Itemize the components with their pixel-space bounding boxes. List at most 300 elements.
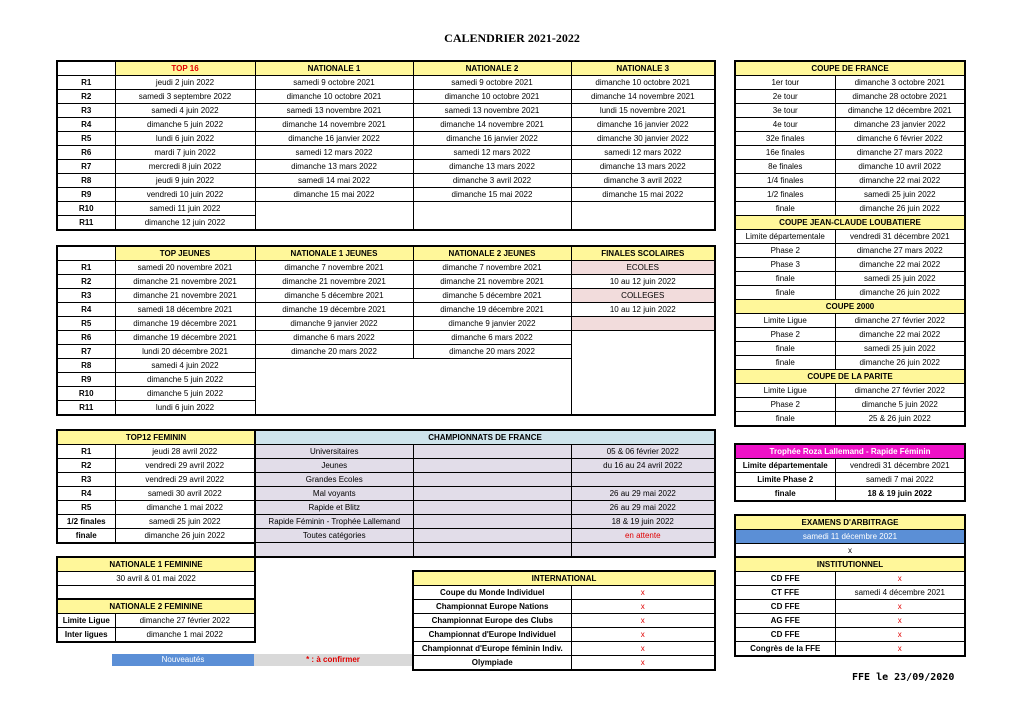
date-cell: samedi 25 juin 2022 [835, 272, 965, 286]
table-row [57, 572, 255, 586]
round-label: R7 [57, 345, 115, 359]
date-cell: samedi 11 décembre 2021 [735, 530, 965, 544]
date-cell: dimanche 9 janvier 2022 [413, 317, 571, 331]
empty-cell [255, 202, 413, 231]
date-cell: dimanche 5 décembre 2021 [255, 289, 413, 303]
table-row [255, 473, 715, 487]
event-label: Olympiade [413, 656, 571, 671]
table-header-row [57, 61, 715, 76]
table-header-row [57, 430, 255, 445]
table-header-row [735, 444, 965, 459]
table-row [57, 501, 255, 515]
table-row [735, 412, 965, 427]
date-cell: dimanche 14 novembre 2021 [255, 118, 413, 132]
date-cell: samedi 12 mars 2022 [413, 146, 571, 160]
date-cell: samedi 25 juin 2022 [835, 188, 965, 202]
status-mark: x [571, 656, 715, 671]
header-cell: NATIONALE 3 [571, 61, 715, 76]
round-label: finale [735, 342, 835, 356]
table-header-row [57, 599, 255, 614]
table-row [255, 543, 715, 558]
date-cell: dimanche 22 mai 2022 [835, 328, 965, 342]
nationale2-feminine-table [56, 598, 256, 643]
round-label: 1/2 finales [57, 515, 115, 529]
round-label: Phase 2 [735, 398, 835, 412]
empty-cell [571, 202, 715, 231]
round-label: R10 [57, 387, 115, 401]
row-label: CD FFE [735, 628, 835, 642]
event-label: Championnat d'Europe féminin Indiv. [413, 642, 571, 656]
date-cell: samedi 13 novembre 2021 [413, 104, 571, 118]
date-cell: dimanche 10 avril 2022 [835, 160, 965, 174]
table-row [57, 529, 255, 544]
date-cell: samedi 7 mai 2022 [835, 473, 965, 487]
round-label: Phase 2 [735, 244, 835, 258]
round-label: finale [735, 356, 835, 370]
date-cell: mardi 7 juin 2022 [115, 146, 255, 160]
date-cell: dimanche 20 mars 2022 [255, 345, 413, 359]
table-row [735, 90, 965, 104]
status-mark: x [571, 600, 715, 614]
status-mark: x [571, 628, 715, 642]
round-label: R1 [57, 261, 115, 275]
event-label: Championnat d'Europe Individuel [413, 628, 571, 642]
date-cell: jeudi 2 juin 2022 [115, 76, 255, 90]
date-cell: dimanche 10 octobre 2021 [255, 90, 413, 104]
date-cell: dimanche 21 novembre 2021 [115, 289, 255, 303]
table-header-row [255, 430, 715, 445]
date-cell: dimanche 19 décembre 2021 [255, 303, 413, 317]
status-mark: x [835, 642, 965, 657]
status-mark: x [835, 572, 965, 586]
table-row [57, 628, 255, 643]
round-label: R1 [57, 445, 115, 459]
date-cell: dimanche 7 novembre 2021 [255, 261, 413, 275]
round-label: R6 [57, 146, 115, 160]
round-label: R3 [57, 104, 115, 118]
date-cell: dimanche 27 mars 2022 [835, 244, 965, 258]
empty-cell [571, 543, 715, 558]
date-cell: dimanche 13 mars 2022 [413, 160, 571, 174]
table-row [57, 118, 715, 132]
round-label: 4e tour [735, 118, 835, 132]
empty-cell [571, 331, 715, 416]
empty-cell [413, 515, 571, 529]
table-row [255, 459, 715, 473]
date-cell: dimanche 16 janvier 2022 [413, 132, 571, 146]
table-row [735, 174, 965, 188]
date-cell: dimanche 12 décembre 2021 [835, 104, 965, 118]
event-label: Rapide et Blitz [255, 501, 413, 515]
date-cell: dimanche 5 décembre 2021 [413, 289, 571, 303]
date-cell: lundi 6 juin 2022 [115, 401, 255, 416]
coupes-table [734, 60, 966, 427]
table-row [57, 174, 715, 188]
date-cell: dimanche 14 novembre 2021 [413, 118, 571, 132]
school-category: ECOLES [571, 261, 715, 275]
date-cell: vendredi 10 juin 2022 [115, 188, 255, 202]
examens-table [734, 514, 966, 559]
date-cell: dimanche 28 octobre 2021 [835, 90, 965, 104]
date-cell: dimanche 19 décembre 2021 [413, 303, 571, 317]
page-title: CALENDRIER 2021-2022 [444, 31, 580, 45]
date-cell: 30 avril & 01 mai 2022 [57, 572, 255, 586]
table-row [255, 529, 715, 543]
date-cell: 05 & 06 février 2022 [571, 445, 715, 459]
round-label: 32e finales [735, 132, 835, 146]
round-label: R5 [57, 132, 115, 146]
date-cell: dimanche 10 octobre 2021 [413, 90, 571, 104]
round-label: Limite départementale [735, 230, 835, 244]
table-row [735, 600, 965, 614]
round-label: R1 [57, 76, 115, 90]
event-label: Universitaires [255, 445, 413, 459]
date-cell: samedi 9 octobre 2021 [413, 76, 571, 90]
date-cell: dimanche 16 janvier 2022 [571, 118, 715, 132]
date-cell: vendredi 31 décembre 2021 [835, 459, 965, 473]
table-row [57, 76, 715, 90]
table-row [735, 328, 965, 342]
round-label: R11 [57, 216, 115, 231]
table-header-row [735, 370, 965, 384]
date-cell: dimanche 22 mai 2022 [835, 258, 965, 272]
date-cell: 18 & 19 juin 2022 [571, 515, 715, 529]
date-cell: dimanche 6 mars 2022 [255, 331, 413, 345]
header-cell: COUPE JEAN-CLAUDE LOUBATIERE [735, 216, 965, 230]
date-cell: samedi 25 juin 2022 [115, 515, 255, 529]
header-cell: TOP12 FEMININ [57, 430, 255, 445]
date-cell: dimanche 6 mars 2022 [413, 331, 571, 345]
empty-cell [413, 445, 571, 459]
date-cell [571, 473, 715, 487]
table-row [57, 104, 715, 118]
date-cell: dimanche 15 mai 2022 [571, 188, 715, 202]
header-cell: NATIONALE 1 [255, 61, 413, 76]
row-label: AG FFE [735, 614, 835, 628]
table-row [57, 132, 715, 146]
date-cell: dimanche 26 juin 2022 [835, 286, 965, 300]
round-label: R7 [57, 160, 115, 174]
table-row [57, 160, 715, 174]
round-label: finale [735, 286, 835, 300]
date-cell: vendredi 31 décembre 2021 [835, 230, 965, 244]
date-cell: dimanche 26 juin 2022 [115, 529, 255, 544]
table-header-row [413, 571, 715, 586]
status-mark: x [835, 600, 965, 614]
table-row [57, 473, 255, 487]
table-row [735, 286, 965, 300]
top12-feminin-table [56, 429, 256, 544]
event-label: Championnat Europe des Clubs [413, 614, 571, 628]
date-cell: samedi 3 septembre 2022 [115, 90, 255, 104]
date-cell: dimanche 13 mars 2022 [571, 160, 715, 174]
empty-cell [571, 317, 715, 331]
round-label: 8e finales [735, 160, 835, 174]
date-cell: dimanche 3 avril 2022 [571, 174, 715, 188]
header-cell: COUPE 2000 [735, 300, 965, 314]
date-cell: dimanche 21 novembre 2021 [413, 275, 571, 289]
date-cell: dimanche 26 juin 2022 [835, 202, 965, 216]
table-row [735, 487, 965, 502]
date-cell: lundi 20 décembre 2021 [115, 345, 255, 359]
empty-cell [413, 487, 571, 501]
empty-cell [255, 543, 413, 558]
date-cell: dimanche 20 mars 2022 [413, 345, 571, 359]
table-row [57, 275, 715, 289]
header-cell: COUPE DE FRANCE [735, 61, 965, 76]
table-row [57, 261, 715, 275]
table-row [735, 384, 965, 398]
date-cell: lundi 6 juin 2022 [115, 132, 255, 146]
header-cell: TOP JEUNES [115, 246, 255, 261]
date-cell: du 16 au 24 avril 2022 [571, 459, 715, 473]
table-row [57, 614, 255, 628]
round-label: 1er tour [735, 76, 835, 90]
status-mark: x [571, 642, 715, 656]
date-cell: dimanche 27 février 2022 [115, 614, 255, 628]
table-row [735, 356, 965, 370]
table-row [735, 342, 965, 356]
round-label: finale [735, 487, 835, 502]
round-label: 3e tour [735, 104, 835, 118]
table-row [735, 244, 965, 258]
institutionnel-table [734, 556, 966, 657]
date-cell: dimanche 5 juin 2022 [835, 398, 965, 412]
date-cell: samedi 25 juin 2022 [835, 342, 965, 356]
table-row [57, 90, 715, 104]
table-row [413, 586, 715, 600]
division-calendar-table [56, 60, 716, 231]
header-cell: NATIONALE 2 FEMININE [57, 599, 255, 614]
date-cell: dimanche 5 juin 2022 [115, 118, 255, 132]
status-mark: x [571, 614, 715, 628]
round-label: R3 [57, 289, 115, 303]
date-cell: dimanche 22 mai 2022 [835, 174, 965, 188]
status-cell: en attente [571, 529, 715, 543]
date-cell: dimanche 19 décembre 2021 [115, 331, 255, 345]
table-row [735, 473, 965, 487]
event-label: Toutes catégories [255, 529, 413, 543]
date-cell: 10 au 12 juin 2022 [571, 275, 715, 289]
date-cell: jeudi 28 avril 2022 [115, 445, 255, 459]
date-cell: 10 au 12 juin 2022 [571, 303, 715, 317]
legend-nouveautes: Nouveautés [112, 654, 254, 666]
date-cell: dimanche 21 novembre 2021 [255, 275, 413, 289]
round-label: finale [735, 412, 835, 427]
table-row [735, 118, 965, 132]
event-label: Championnat Europe Nations [413, 600, 571, 614]
date-cell: dimanche 13 mars 2022 [255, 160, 413, 174]
round-label: R3 [57, 473, 115, 487]
round-label: R10 [57, 202, 115, 216]
table-row [735, 104, 965, 118]
date-cell: 25 & 26 juin 2022 [835, 412, 965, 427]
date-cell: dimanche 9 janvier 2022 [255, 317, 413, 331]
header-cell: NATIONALE 1 JEUNES [255, 246, 413, 261]
round-label: R8 [57, 359, 115, 373]
round-label: R6 [57, 331, 115, 345]
date-cell: dimanche 5 juin 2022 [115, 387, 255, 401]
event-label: Rapide Féminin - Trophée Lallemand [255, 515, 413, 529]
date-cell: 18 & 19 juin 2022 [835, 487, 965, 502]
date-cell: dimanche 3 avril 2022 [413, 174, 571, 188]
status-mark: x [835, 628, 965, 642]
round-label: Limite départementale [735, 459, 835, 473]
date-cell: samedi 4 décembre 2021 [835, 586, 965, 600]
table-row [735, 642, 965, 657]
round-label: R8 [57, 174, 115, 188]
empty-cell [413, 202, 571, 231]
event-label: Jeunes [255, 459, 413, 473]
date-cell: dimanche 7 novembre 2021 [413, 261, 571, 275]
round-label: R4 [57, 303, 115, 317]
date-cell: dimanche 15 mai 2022 [255, 188, 413, 202]
championnats-table [254, 429, 716, 558]
date-cell: samedi 30 avril 2022 [115, 487, 255, 501]
header-cell: CHAMPIONNATS DE FRANCE [255, 430, 715, 445]
table-row [57, 202, 715, 216]
status-mark: x [571, 586, 715, 600]
round-label: R9 [57, 373, 115, 387]
date-cell: mercredi 8 juin 2022 [115, 160, 255, 174]
table-header-row [735, 300, 965, 314]
status-mark: x [735, 544, 965, 559]
date-cell: samedi 18 décembre 2021 [115, 303, 255, 317]
date-cell: samedi 12 mars 2022 [255, 146, 413, 160]
round-label: R2 [57, 459, 115, 473]
date-cell: dimanche 1 mai 2022 [115, 501, 255, 515]
table-row [413, 628, 715, 642]
header-cell: TOP 16 [115, 61, 255, 76]
empty-cell [413, 501, 571, 515]
table-row [735, 160, 965, 174]
date-cell: dimanche 27 mars 2022 [835, 146, 965, 160]
table-row [255, 445, 715, 459]
table-row [735, 314, 965, 328]
round-label: 1/2 finales [735, 188, 835, 202]
table-row [57, 289, 715, 303]
table-row [735, 628, 965, 642]
table-row [735, 230, 965, 244]
table-header-row [735, 61, 965, 76]
date-cell: dimanche 6 février 2022 [835, 132, 965, 146]
round-label: R2 [57, 90, 115, 104]
round-label: Phase 2 [735, 328, 835, 342]
date-cell: dimanche 14 novembre 2021 [571, 90, 715, 104]
event-label: Mal voyants [255, 487, 413, 501]
header-cell: INTERNATIONAL [413, 571, 715, 586]
row-label: Inter ligues [57, 628, 115, 643]
row-label: CT FFE [735, 586, 835, 600]
date-cell: dimanche 26 juin 2022 [835, 356, 965, 370]
empty-cell [413, 473, 571, 487]
table-row [413, 600, 715, 614]
header-cell: Trophée Roza Lallemand - Rapide Féminin [735, 444, 965, 459]
status-mark: x [835, 614, 965, 628]
date-cell: dimanche 3 octobre 2021 [835, 76, 965, 90]
table-row [735, 459, 965, 473]
date-cell: samedi 20 novembre 2021 [115, 261, 255, 275]
round-label: Phase 3 [735, 258, 835, 272]
date-cell: dimanche 27 février 2022 [835, 314, 965, 328]
date-cell: samedi 14 mai 2022 [255, 174, 413, 188]
date-cell: lundi 15 novembre 2021 [571, 104, 715, 118]
round-label: 16e finales [735, 146, 835, 160]
date-cell: dimanche 27 février 2022 [835, 384, 965, 398]
table-row [57, 188, 715, 202]
table-row [57, 459, 255, 473]
table-row [255, 487, 715, 501]
table-row [735, 146, 965, 160]
table-header-row [57, 557, 255, 572]
table-row [57, 303, 715, 317]
round-label: 2e tour [735, 90, 835, 104]
round-label: R11 [57, 401, 115, 416]
school-category: COLLEGES [571, 289, 715, 303]
table-row [735, 188, 965, 202]
date-cell: dimanche 23 janvier 2022 [835, 118, 965, 132]
empty-cell [255, 359, 571, 416]
round-label: Limite Phase 2 [735, 473, 835, 487]
table-row [735, 258, 965, 272]
event-label: Grandes Ecoles [255, 473, 413, 487]
table-row [413, 642, 715, 656]
table-row [255, 501, 715, 515]
table-row [735, 76, 965, 90]
table-row [413, 614, 715, 628]
table-row [57, 487, 255, 501]
date-cell: dimanche 30 janvier 2022 [571, 132, 715, 146]
table-row [57, 317, 715, 331]
date-cell: jeudi 9 juin 2022 [115, 174, 255, 188]
table-row [735, 586, 965, 600]
round-label: Limite Ligue [735, 314, 835, 328]
header-cell: FINALES SCOLAIRES [571, 246, 715, 261]
date-cell: dimanche 16 janvier 2022 [255, 132, 413, 146]
date-cell: samedi 4 juin 2022 [115, 359, 255, 373]
date-cell: samedi 13 novembre 2021 [255, 104, 413, 118]
table-header-row [735, 216, 965, 230]
round-label: R4 [57, 118, 115, 132]
table-header-row [735, 515, 965, 530]
date-cell: samedi 12 mars 2022 [571, 146, 715, 160]
table-row [735, 272, 965, 286]
empty-cell [413, 459, 571, 473]
header-cell: NATIONALE 2 [413, 61, 571, 76]
row-label: CD FFE [735, 600, 835, 614]
empty-cell [413, 529, 571, 543]
table-row [57, 445, 255, 459]
date-cell: dimanche 1 mai 2022 [115, 628, 255, 643]
trophee-table [734, 443, 966, 502]
legend-a-confirmer: * : à confirmer [254, 654, 412, 666]
international-table [412, 570, 716, 671]
table-header-row [735, 557, 965, 572]
signature: FFE le 23/09/2020 [852, 672, 955, 683]
date-cell: dimanche 10 octobre 2021 [571, 76, 715, 90]
date-cell: dimanche 21 novembre 2021 [115, 275, 255, 289]
round-label: finale [57, 529, 115, 544]
date-cell: dimanche 5 juin 2022 [115, 373, 255, 387]
date-cell: dimanche 12 juin 2022 [115, 216, 255, 231]
table-row [413, 656, 715, 671]
table-row [735, 530, 965, 544]
table-row [735, 202, 965, 216]
date-cell: dimanche 15 mai 2022 [413, 188, 571, 202]
header-cell: NATIONALE 1 FEMININE [57, 557, 255, 572]
table-row [57, 146, 715, 160]
header-cell: NATIONALE 2 JEUNES [413, 246, 571, 261]
